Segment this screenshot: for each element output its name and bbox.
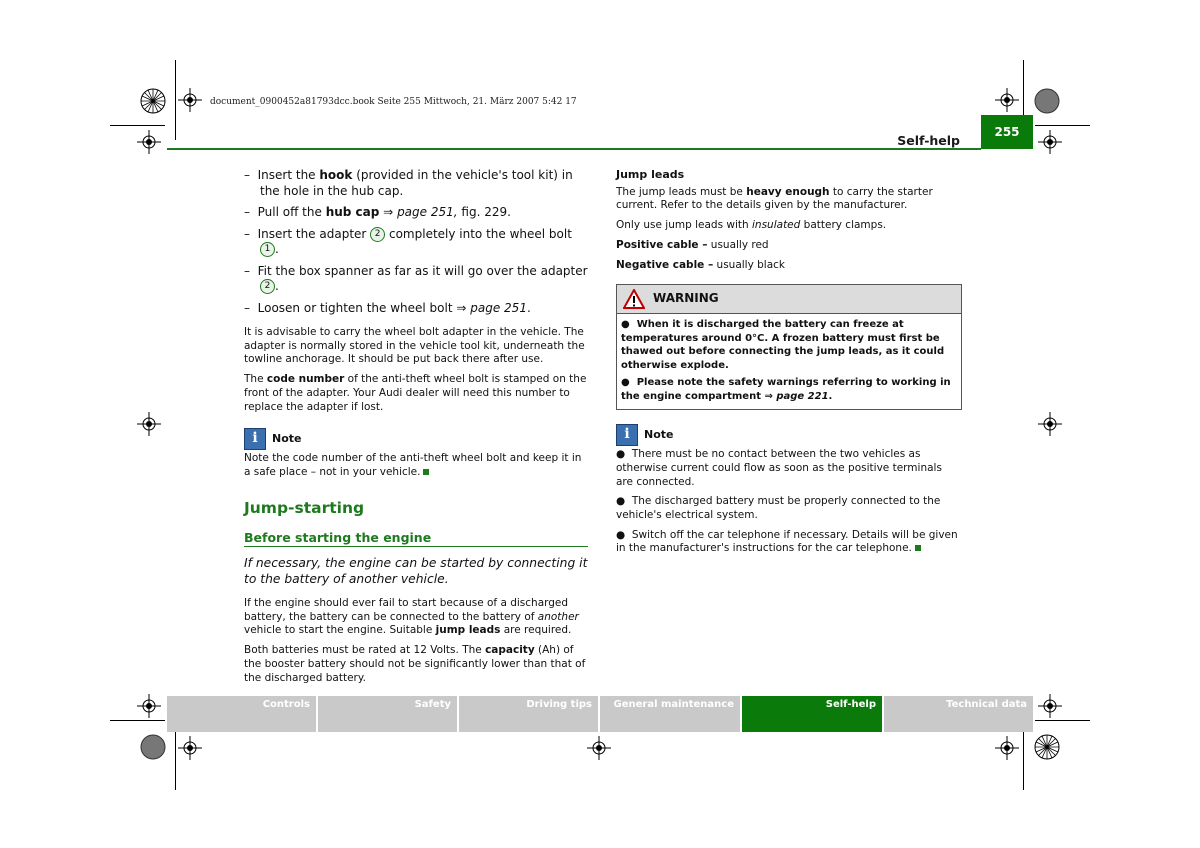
note-heading xyxy=(616,424,960,446)
end-mark-icon xyxy=(423,469,429,475)
note-title: Note xyxy=(644,428,674,442)
note-title: Note xyxy=(272,432,302,446)
paragraph: The jump leads must be heavy enough to carry the starter current. Refer to the details given by the manufacturer. xyxy=(616,185,933,212)
warning-heading xyxy=(617,285,961,314)
info-icon: i xyxy=(244,428,266,450)
paragraph: The code number of the anti-theft wheel bolt is stamped on the front of the adapter. Your Audi dealer will need this number to replace the adapter if lost. xyxy=(244,373,587,413)
note-heading xyxy=(244,428,588,450)
crosshair-icon xyxy=(1038,130,1062,154)
paragraph: Only use jump leads with insulated battery clamps. xyxy=(616,219,887,232)
chapter-tabs xyxy=(167,696,1033,732)
page-link[interactable]: page 221 xyxy=(776,390,829,402)
gray-disc-icon xyxy=(1034,88,1060,114)
warning-item: ● When it is discharged the battery can freeze at temperatures around 0°C. A frozen battery must first be thawed out before connecting the jump leads, as it could otherwise explode. xyxy=(621,319,945,371)
tab-controls[interactable]: Controls xyxy=(167,696,318,732)
warning-body xyxy=(617,314,961,409)
warning-title: WARNING xyxy=(653,291,719,306)
starburst-icon xyxy=(1034,734,1060,760)
note-item: ● There must be no contact between the two vehicles as otherwise current could flow as soon as the positive terminals are connected. xyxy=(616,448,942,488)
tab-technical-data[interactable]: Technical data xyxy=(884,696,1033,732)
tab-driving-tips[interactable]: Driving tips xyxy=(459,696,600,732)
paragraph: Both batteries must be rated at 12 Volts. The capacity (Ah) of the booster battery should not be significantly lower than that of the discharged battery. xyxy=(244,644,586,684)
paragraph: It is advisable to carry the wheel bolt adapter in the vehicle. The adapter is normally stored in the vehicle tool kit, underneath the towline anchorage. It should be put back there after use. xyxy=(244,326,585,366)
step-item: – Insert the adapter 2 completely into the wheel bolt 1 . xyxy=(244,226,572,256)
end-mark-icon xyxy=(915,545,921,551)
note-item: ● Switch off the car telephone if necessary. Details will be given in the manufacturer's instructions for the car telephone. xyxy=(616,528,958,555)
callout-2: 2 xyxy=(370,227,385,242)
starburst-icon xyxy=(140,88,166,114)
left-column xyxy=(244,168,588,691)
info-icon: i xyxy=(616,424,638,446)
page-link[interactable]: page 251, xyxy=(397,205,458,219)
tab-general-maintenance[interactable]: General maintenance xyxy=(600,696,742,732)
subsection-title: Before starting the engine xyxy=(244,531,588,547)
paragraph: If the engine should ever fail to start because of a discharged battery, the battery can be connected to the battery of another vehicle to start the engine. Suitable jump leads are required. xyxy=(244,597,579,637)
callout-1: 1 xyxy=(260,242,275,257)
crosshair-icon xyxy=(137,694,161,718)
page-number: 255 xyxy=(981,115,1033,149)
lead-text: If necessary, the engine can be started by connecting it to the battery of another vehicle. xyxy=(244,556,588,587)
jump-leads-title: Jump leads xyxy=(616,168,685,181)
warning-triangle-icon xyxy=(623,289,645,309)
page-title: Self-help xyxy=(897,133,960,148)
step-item: – Insert the hook (provided in the vehicle's tool kit) in the hole in the hub cap. xyxy=(244,168,573,198)
tab-safety[interactable]: Safety xyxy=(318,696,459,732)
print-info: document_0900452a81793dcc.book Seite 255 Mittwoch, 21. März 2007 5:42 17 xyxy=(210,97,577,107)
crosshair-icon xyxy=(995,88,1019,112)
crosshair-icon xyxy=(137,130,161,154)
note-text: Note the code number of the anti-theft wheel bolt and keep it in a safe place – not in your vehicle. xyxy=(244,452,582,478)
header-rule xyxy=(167,148,981,150)
callout-2: 2 xyxy=(260,279,275,294)
step-item: – Pull off the hub cap ⇒ page 251, fig. 229. xyxy=(244,205,511,219)
section-title: Jump-starting xyxy=(244,498,365,517)
crosshair-icon xyxy=(178,736,202,760)
crosshair-icon xyxy=(587,736,611,760)
gray-disc-icon xyxy=(140,734,166,760)
tab-self-help[interactable]: Self-help xyxy=(742,696,884,732)
paragraph: Positive cable – usually red xyxy=(616,238,769,251)
note-item: ● The discharged battery must be properly connected to the vehicle's electrical system. xyxy=(616,495,941,522)
paragraph: Negative cable – usually black xyxy=(616,258,786,271)
warning-item: ● Please note the safety warnings referring to working in the engine compartment ⇒ page 221. xyxy=(621,377,951,402)
crosshair-icon xyxy=(995,736,1019,760)
page-link[interactable]: page 251 xyxy=(470,300,527,315)
crosshair-icon xyxy=(1038,412,1062,436)
step-item: – Loosen or tighten the wheel bolt ⇒ page 251. xyxy=(244,300,531,315)
step-item: – Fit the box spanner as far as it will go over the adapter 2 . xyxy=(244,263,588,293)
crosshair-icon xyxy=(178,88,202,112)
crosshair-icon xyxy=(137,412,161,436)
right-column xyxy=(616,168,960,562)
warning-box xyxy=(616,284,962,410)
crosshair-icon xyxy=(1038,694,1062,718)
